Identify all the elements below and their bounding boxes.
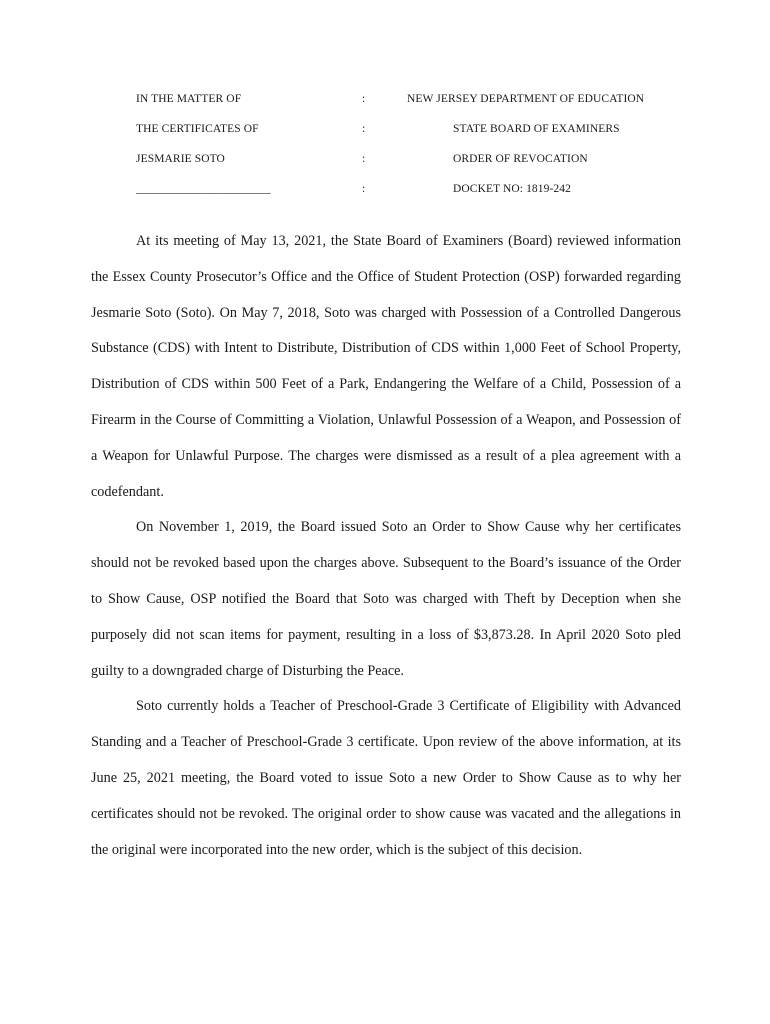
body-paragraph: On November 1, 2019, the Board issued Soto an Order to Show Cause why her certificates should not be revoked based upon the charges above. Subsequent to the Board’s issuance of the Order to Show Cause, OSP notified the Board that Soto was charged with Theft by Deception when she purposely did not scan items for payment, resulting in a loss of $3,873.28. In April 2020 Soto pled guilty to a downgraded charge of Disturbing the Peace. [91, 519, 681, 679]
caption-signature-line: _______________________ [136, 183, 271, 195]
caption-right-text: ORDER OF REVOCATION [453, 153, 588, 165]
caption-colon: : [362, 93, 366, 105]
body-paragraph: At its meeting of May 13, 2021, the State Board of Examiners (Board) reviewed information the Essex County Prosecutor’s Office and the Office of Student Protection (OSP) forwarded regarding Jesmarie Soto (Soto). On May 7, 2018, Soto was charged with Possession of a Controlled Dangerous Substance (CDS) with Intent to Distribute, Distribution of CDS within 1,000 Feet of School Property, Distribution of CDS within 500 Feet of a Park, Endangering the Welfare of a Child, Possession of a Firearm in the Course of Committing a Violation, Unlawful Possession of a Weapon, and Possession of a Weapon for Unlawful Purpose. The charges were dismissed as a result of a plea agreement with a codefendant. [91, 233, 681, 500]
docket-number: DOCKET NO: 1819-242 [453, 183, 571, 195]
caption-left-text: IN THE MATTER OF [136, 93, 242, 105]
caption-row [0, 183, 770, 199]
caption-row [0, 93, 770, 109]
body-paragraph: Soto currently holds a Teacher of Preschool-Grade 3 Certificate of Eligibility with Advanced Standing and a Teacher of Preschool-Grade 3 certificate. Upon review of the above information, at its June 25, 2021 meeting, the Board voted to issue Soto a new Order to Show Cause as to why her certificates should not be revoked. The original order to show cause was vacated and the allegations in the original were incorporated into the new order, which is the subject of this decision. [91, 698, 681, 858]
decision-body [91, 224, 681, 868]
caption-row [0, 153, 770, 169]
caption-left-text: THE CERTIFICATES OF [136, 123, 259, 135]
caption-row [0, 123, 770, 139]
caption-right-text: STATE BOARD OF EXAMINERS [453, 123, 620, 135]
caption-right-text: NEW JERSEY DEPARTMENT OF EDUCATION [407, 93, 645, 105]
caption-colon: : [362, 153, 366, 165]
caption-left-text: JESMARIE SOTO [136, 153, 225, 165]
caption-colon: : [362, 183, 366, 195]
caption-colon: : [362, 123, 366, 135]
